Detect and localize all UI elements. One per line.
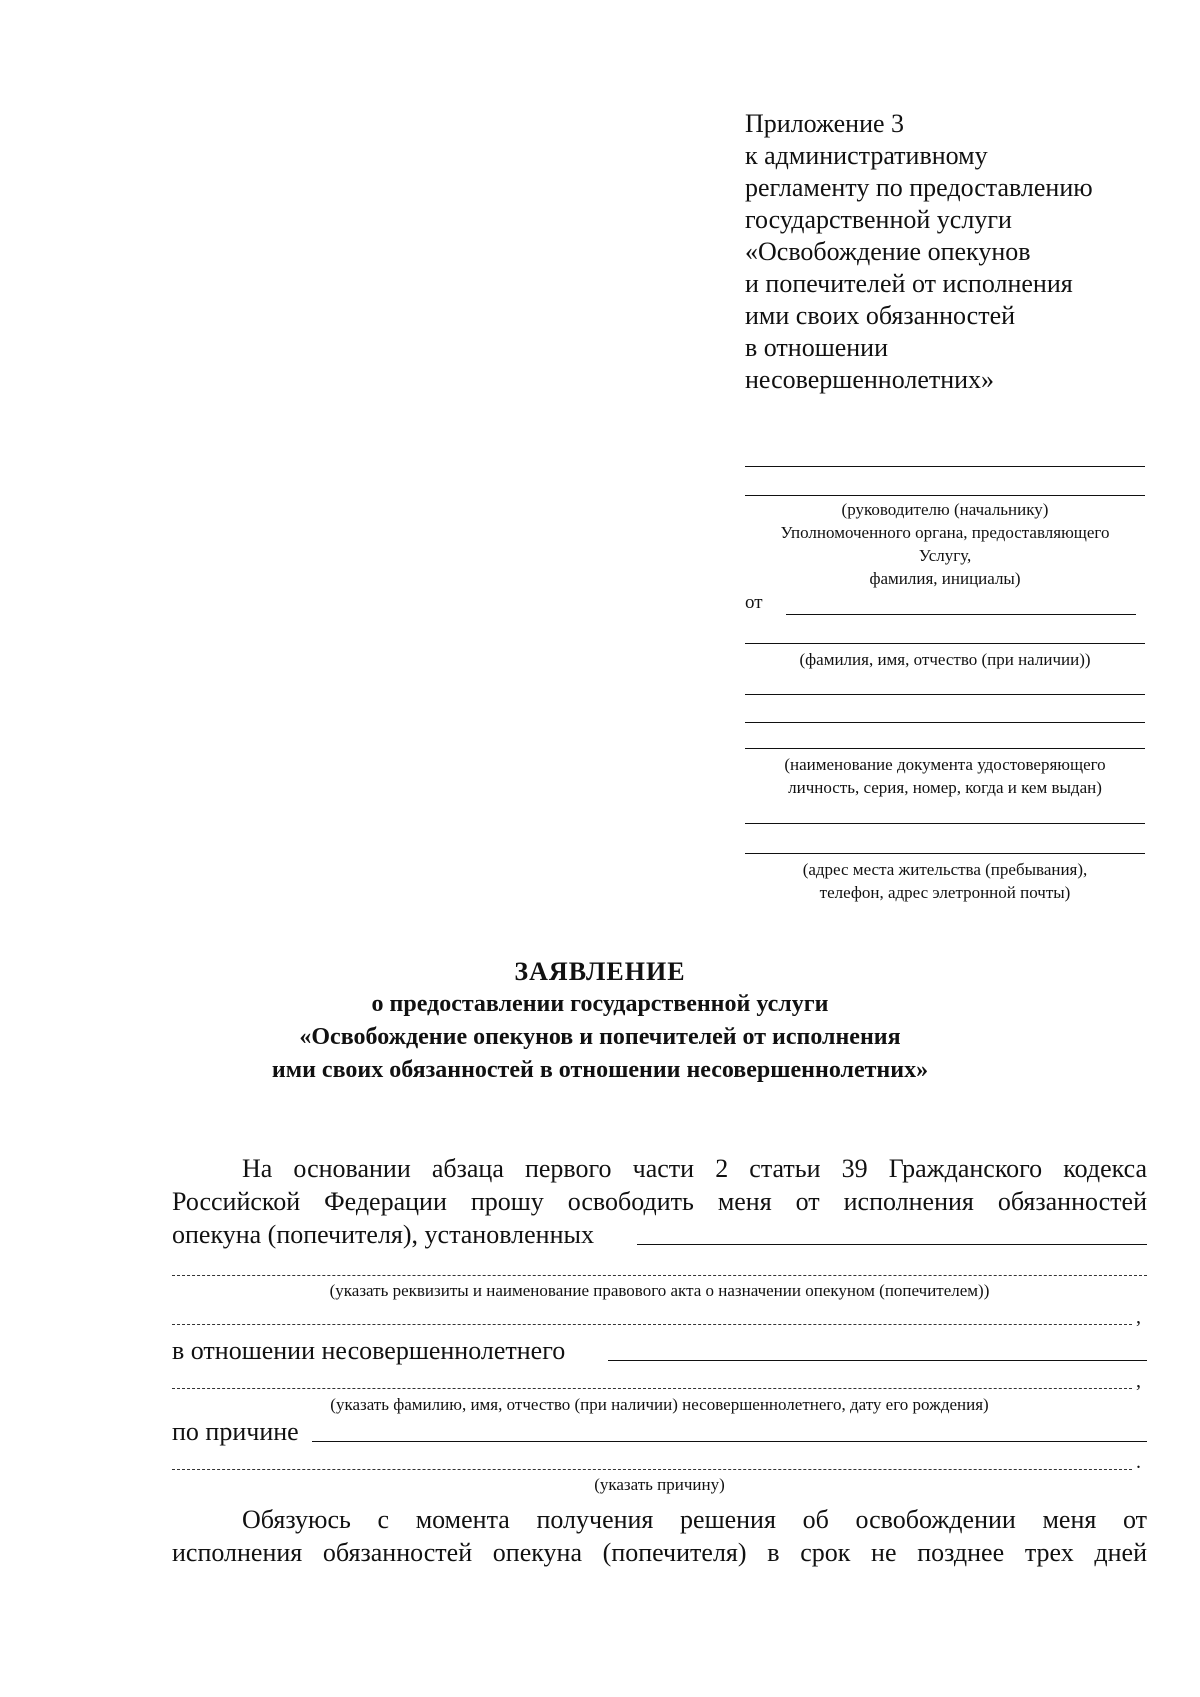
- act-caption: (указать реквизиты и наименование правового акта о назначении опекуном (попечителем)): [329, 1281, 990, 1300]
- para1-line2: Российской Федерации прошу освободить меня от исполнения обязанностей: [172, 1187, 1147, 1216]
- minor-field-line-2[interactable]: [172, 1388, 1132, 1389]
- address-line-1[interactable]: [745, 823, 1145, 824]
- reason-field-line[interactable]: [312, 1441, 1147, 1442]
- reason-field-line-2[interactable]: [172, 1469, 1132, 1470]
- from-label: от: [745, 592, 763, 613]
- fio-caption: (фамилия, имя, отчество (при наличии)): [799, 650, 1091, 669]
- para1-line3: опекуна (попечителя), установленных: [172, 1220, 594, 1249]
- doc-caption: [745, 753, 1145, 799]
- appendix-line: несовершеннолетних»: [745, 365, 995, 394]
- appendix-line: в отношении: [745, 333, 889, 362]
- caption-line: личность, серия, номер, когда и кем выдан): [788, 778, 1102, 797]
- para2-line1: Обязуюсь с момента получения решения об освобождении меня от: [242, 1505, 1147, 1534]
- act-field-line-2[interactable]: [172, 1275, 1147, 1276]
- minor-field-line[interactable]: [608, 1360, 1147, 1361]
- appendix-line: регламенту по предоставлению: [745, 173, 1093, 202]
- caption-line: (наименование документа удостоверяющего: [784, 755, 1106, 774]
- statement-title: [150, 955, 1050, 1087]
- addressee-line-2[interactable]: [745, 495, 1145, 496]
- addressee-line-1[interactable]: [745, 466, 1145, 467]
- doc-line-1[interactable]: [745, 694, 1145, 695]
- comma-mark: ,: [1136, 1306, 1141, 1328]
- from-field-line[interactable]: [786, 614, 1136, 615]
- caption-line: Услугу,: [918, 546, 972, 565]
- caption-line: фамилия, инициалы): [869, 569, 1021, 588]
- act-field-line-3[interactable]: [172, 1324, 1132, 1325]
- period-mark: .: [1136, 1451, 1141, 1473]
- minor-caption: (указать фамилию, имя, отчество (при наличии) несовершеннолетнего, дату его рождения): [330, 1395, 989, 1414]
- appendix-line: «Освобождение опекунов: [745, 237, 1031, 266]
- address-line-2[interactable]: [745, 853, 1145, 854]
- address-caption: [745, 858, 1145, 904]
- caption-line: телефон, адрес элетронной почты): [819, 883, 1071, 902]
- minor-label: в отношении несовершеннолетнего: [172, 1336, 566, 1365]
- para2-line2: исполнения обязанностей опекуна (попечителя) в срок не позднее трех дней: [172, 1538, 1147, 1567]
- fio-line[interactable]: [745, 643, 1145, 644]
- reason-caption: (указать причину): [594, 1475, 725, 1494]
- caption-line: Уполномоченного органа, предоставляющего: [780, 523, 1110, 542]
- caption-line: (руководителю (начальнику): [841, 500, 1049, 519]
- appendix-header: [745, 108, 1093, 396]
- addressee-caption-head: [745, 498, 1145, 590]
- act-field-line[interactable]: [637, 1244, 1147, 1245]
- appendix-line: ими своих обязанностей: [745, 301, 1016, 330]
- title-line: ими своих обязанностей в отношении несовершеннолетних»: [271, 1057, 929, 1083]
- title-line: «Освобождение опекунов и попечителей от исполнения: [299, 1024, 901, 1050]
- appendix-line: к административному: [745, 141, 988, 170]
- caption-line: (адрес места жительства (пребывания),: [802, 860, 1088, 879]
- statement-heading: ЗАЯВЛЕНИЕ: [514, 957, 686, 986]
- appendix-line: Приложение 3: [745, 109, 905, 138]
- doc-line-3[interactable]: [745, 748, 1145, 749]
- comma-mark: ,: [1136, 1370, 1141, 1392]
- title-line: о предоставлении государственной услуги: [371, 991, 829, 1017]
- doc-line-2[interactable]: [745, 722, 1145, 723]
- appendix-line: государственной услуги: [745, 205, 1012, 234]
- reason-label: по причине: [172, 1417, 299, 1446]
- para1-line1: На основании абзаца первого части 2 статьи 39 Гражданского кодекса: [242, 1154, 1147, 1183]
- appendix-line: и попечителей от исполнения: [745, 269, 1073, 298]
